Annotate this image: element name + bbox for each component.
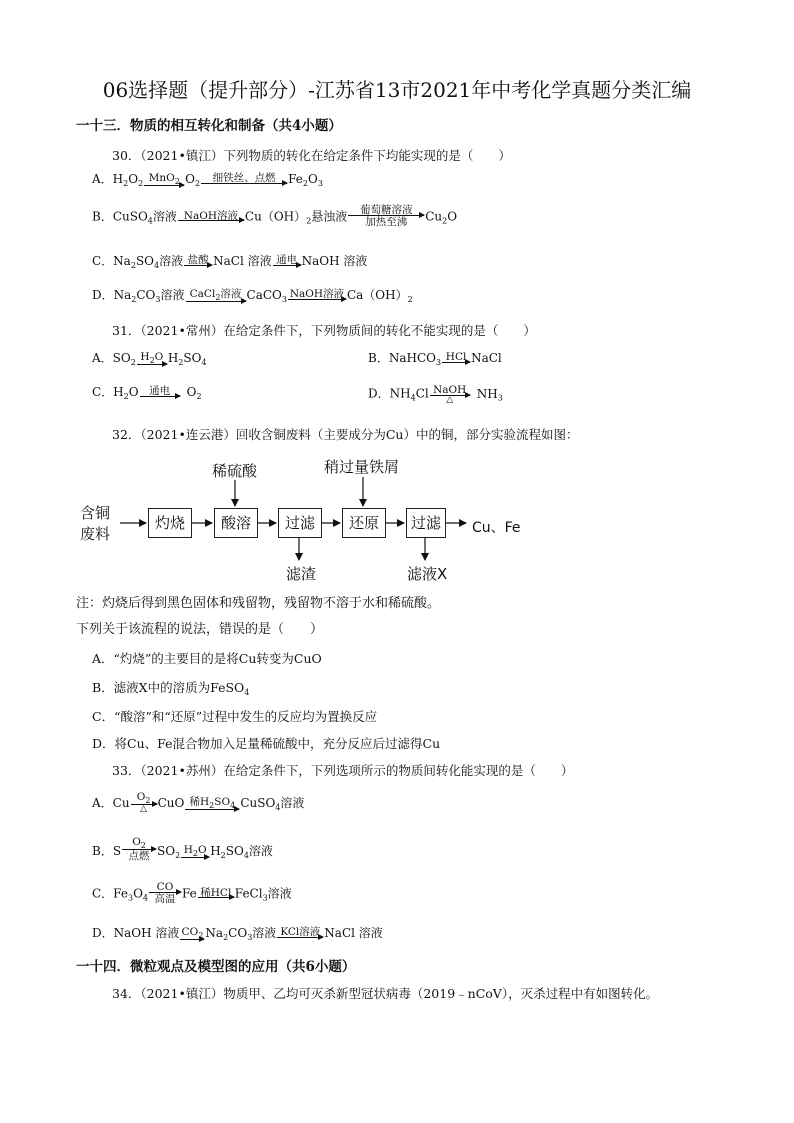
question-32-note: 注：灼烧后得到黑色固体和残留物，残留物不溶于水和稀硫酸。 [76, 596, 441, 611]
flow-input-line1: 含铜 [80, 504, 111, 522]
reaction-arrow: $O_2$ 点燃 [122, 837, 156, 862]
question-33-option-b: B．S $O_2$ 点燃 $SO_2$ $H_2O$ $H_2SO_4$溶液 [92, 836, 273, 862]
page-title: 06选择题（提升部分）-江苏省13市2021年中考化学真题分类汇编 [102, 78, 692, 102]
flow-step-roast: 灼烧 [148, 508, 192, 538]
question-30-stem: 30．（2021•镇江）下列物质的转化在给定条件下均能实现的是（ ） [112, 148, 511, 163]
reaction-arrow: HCl [442, 352, 470, 363]
reaction-arrow: 盐酸 [184, 255, 212, 266]
section-heading-14: 一十四．微粒观点及模型图的应用（共6小题） [76, 959, 356, 975]
question-32-option-a: A．“灼烧”的主要目的是将Cu转变为CuO [92, 651, 322, 666]
question-31-option-d: D．$NH_4Cl$ NaOH △ $NH_3$ [368, 384, 503, 405]
reaction-arrow: 稀$H_2SO_4$ [185, 797, 239, 810]
flow-step-filter-2: 过滤 [406, 508, 446, 538]
flow-input-line2: 废料 [80, 525, 111, 543]
reaction-arrow: KCl溶液 [277, 927, 323, 938]
reaction-arrow: $H_2O$ [181, 845, 209, 858]
question-32-stem: 32．（2021•连云港）回收含铜废料（主要成分为Cu）中的铜，部分实验流程如图： [112, 427, 579, 442]
reaction-arrow: 葡萄糖溶液 加热至沸 [348, 205, 424, 227]
reaction-arrow: $O_2$ △ [131, 792, 157, 814]
question-31-option-b: B．NaHCO$_3$ HCl NaCl [368, 351, 502, 367]
reaction-arrow: NaOH △ [430, 385, 470, 405]
question-32-option-d: D．将Cu、Fe混合物加入足量稀硫酸中，充分反应后过滤得Cu [92, 736, 441, 751]
reaction-arrow: NaOH溶液 [289, 288, 345, 300]
reaction-arrow: CO 高温 [149, 882, 181, 904]
reaction-arrow: $CO_2$ [181, 926, 204, 940]
reaction-arrow: 细铁丝、点燃 [201, 173, 287, 184]
flow-residue-label: 滤渣 [286, 565, 317, 583]
reaction-arrow: MnO$_2$ [144, 173, 184, 186]
flow-output-label: Cu、Fe [472, 520, 521, 536]
question-33-option-d: D．NaOH 溶液 $CO_2$ $Na_2CO_3$溶液 KCl溶液 NaCl 溶液 [92, 926, 383, 942]
question-34-stem: 34．（2021•镇江）物质甲、乙均可灭杀新型冠状病毒（2019﹣nCoV），灭杀过程中有如图转化。 [112, 986, 659, 1001]
flow-step-reduce: 还原 [342, 508, 386, 538]
question-33-option-c: C．$Fe_3O_4$ CO 高温 Fe 稀HCl FeCl$_3$溶液 [92, 881, 292, 905]
question-31-stem: 31．（2021•常州）在给定条件下，下列物质间的转化不能实现的是（ ） [112, 323, 536, 338]
question-33-stem: 33．（2021•苏州）在给定条件下，下列选项所示的物质间转化能实现的是（ ） [112, 763, 574, 778]
flow-acid-label: 稀硫酸 [212, 462, 258, 480]
reaction-arrow: CaCl$_2$溶液 [186, 289, 246, 302]
question-33-option-a: A．Cu $O_2$ △ CuO 稀$H_2SO_4$ CuSO$_4$溶液 [92, 791, 305, 814]
section-heading-13: 一十三．物质的相互转化和制备（共4小题） [76, 118, 342, 134]
question-30-option-c: C．$Na_2SO_4$溶液 盐酸 NaCl 溶液 通电 NaOH 溶液 [92, 254, 368, 270]
reaction-arrow: 通电 [140, 386, 180, 397]
question-30-option-d: D．$Na_2CO_3$溶液 CaCl$_2$溶液 CaCO$_3$ NaOH溶液 $Ca(OH)_2$ [92, 288, 413, 304]
question-32-ask: 下列关于该流程的说法，错误的是（ ） [76, 622, 324, 637]
question-31-option-a: A．$SO_2$ $H_2O$ $H_2SO_4$ [92, 351, 207, 367]
question-32-option-b: B．滤液X中的溶质为FeSO$_4$ [92, 680, 250, 697]
question-31-option-c: C．$H_2O$ 通电 $O_2$ [92, 385, 202, 401]
flow-filtrate-label: 滤液X [407, 565, 448, 583]
question-32-option-c: C．“酸溶”和“还原”过程中发生的反应均为置换反应 [92, 709, 378, 724]
reaction-arrow: $H_2O$ [137, 352, 167, 365]
flow-iron-label: 稍过量铁屑 [324, 458, 400, 476]
reaction-arrow: 稀HCl [198, 888, 234, 899]
reaction-arrow: NaOH溶液 [178, 211, 244, 222]
reaction-arrow: 通电 [273, 255, 301, 266]
question-30-option-a: A．$H_2O_2$ MnO$_2$ $O_2$ 细铁丝、点燃 $Fe_2O_3$ [92, 172, 323, 188]
question-30-option-b: B．CuSO$_4$溶液 NaOH溶液 $Cu(OH)_2$悬浊液 葡萄糖溶液 加热至沸 $Cu_2O$ [92, 204, 458, 228]
flow-step-filter-1: 过滤 [278, 508, 322, 538]
flow-step-acid-dissolve: 酸溶 [214, 508, 258, 538]
